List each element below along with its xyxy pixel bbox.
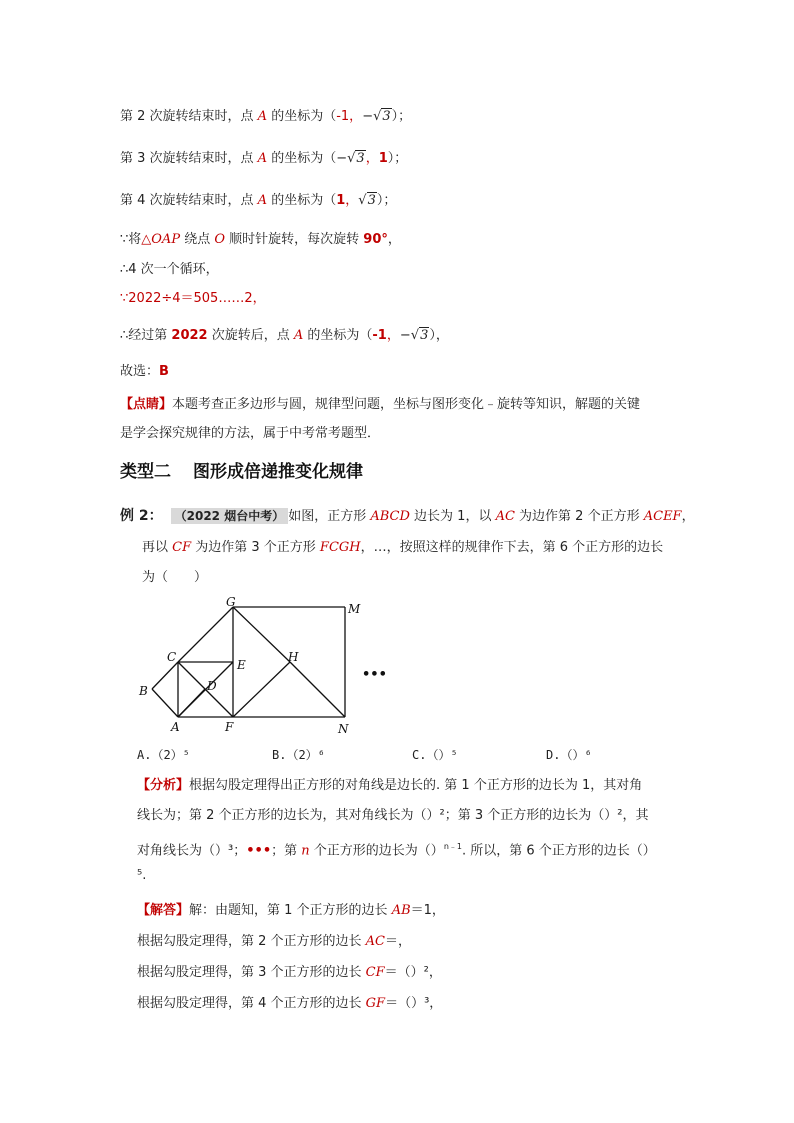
text: 为（ ） [142, 570, 208, 585]
text: 第 4 次旋转结束时，点 [120, 193, 258, 208]
example-line-3 [142, 568, 207, 588]
example-label: 例 2： [120, 508, 163, 524]
text: ＝（）²， [384, 965, 442, 980]
text: 解：由题知，第 1 个正方形的边长 [189, 903, 392, 918]
analysis-line-4 [137, 866, 146, 886]
text: 再以 [142, 540, 173, 555]
radicand: 3 [420, 328, 429, 343]
label-N: N [338, 722, 349, 736]
triangle-var: △OAP [141, 232, 181, 247]
segment-var: CF [365, 965, 385, 980]
shape-var: CF [172, 540, 192, 555]
analysis-line-3 [137, 837, 656, 861]
segment-GC [178, 607, 233, 662]
separator: ， [386, 328, 400, 343]
text: 第 2 次旋转结束时，点 [120, 109, 258, 124]
analysis-line-1 [137, 776, 642, 796]
text: 的坐标为（ [267, 193, 337, 208]
label-H: H [288, 650, 299, 664]
solution-line-1 [137, 901, 445, 921]
shape-var: FCGH [319, 540, 361, 555]
text: 如图，正方形 [288, 509, 371, 524]
text: 边长为 1，以 [409, 509, 496, 524]
text: 的坐标为（ [267, 151, 337, 166]
example-line-1 [120, 506, 695, 527]
coord-x: -1 [372, 328, 387, 343]
text: 次旋转后，点 [207, 328, 294, 343]
text: ＝1， [410, 903, 445, 918]
label-E: E [237, 658, 246, 672]
text: 绕点 [180, 232, 215, 247]
segment-BA [152, 689, 178, 717]
ellipsis-dots: ••• [362, 667, 387, 682]
text: ， [387, 232, 401, 247]
text: 根据勾股定理得出正方形的对角线是边长的. 第 1 个正方形的边长为 1，其对角 [189, 778, 643, 793]
text: ∴4 次一个循环， [120, 262, 219, 277]
text: 根据勾股定理得，第 4 个正方形的边长 [137, 996, 366, 1011]
answer-choice: B [159, 364, 169, 379]
text: ∵将 [120, 232, 142, 247]
analysis-tag: 【分析】 [137, 778, 190, 793]
segment-var: GF [365, 996, 386, 1011]
radicand: 3 [367, 193, 376, 208]
shape-var: ABCD [370, 509, 410, 524]
option-c[interactable]: C.（）⁵ [412, 748, 458, 762]
text: 为边作第 2 个正方形 [514, 509, 644, 524]
radicand: 3 [382, 109, 391, 124]
sqrt-expression: √3 [358, 193, 376, 208]
segment-AD [178, 689, 205, 717]
text: ；第 [271, 843, 302, 859]
label-M: M [348, 602, 361, 616]
text: 本题考查正多边形与圆，规律型问题，坐标与图形变化﹣旋转等知识，解题的关键 [172, 397, 641, 412]
text: ＝（）³， [385, 996, 443, 1011]
segment-GH [233, 607, 290, 662]
angle-value: 90° [363, 232, 388, 247]
label-B: B [139, 684, 148, 698]
text: 是学会探究规律的方法，属于中考常考题型． [120, 426, 381, 441]
text: ， [681, 509, 695, 524]
line-rotation-4 [120, 191, 396, 211]
sqrt-expression: √3 [347, 151, 365, 166]
point-var: A [293, 328, 304, 343]
sqrt-expression: √3 [410, 328, 429, 343]
text: 第 3 次旋转结束时，点 [120, 151, 258, 166]
label-A: A [171, 720, 180, 734]
text: . 所以，第 6 个正方形的边长（） [461, 843, 656, 859]
geometry-figure [0, 595, 794, 745]
text: 的坐标为（ [303, 328, 373, 343]
solution-line-2 [137, 932, 411, 952]
text: ＝， [385, 934, 412, 949]
point-var: A [257, 193, 268, 208]
line-division [120, 289, 266, 309]
label-F: F [225, 720, 234, 734]
text: ）， [429, 328, 449, 343]
shape-var: AC [495, 509, 515, 524]
section-type-label: 类型二 [120, 462, 171, 482]
solution-line-3 [137, 963, 442, 983]
ellipsis-dots: ••• [246, 843, 272, 859]
example-line-2 [142, 538, 663, 558]
text: ∵2022÷4＝505……2， [120, 291, 266, 306]
sqrt-expression: √3 [373, 109, 391, 124]
text: ∴经过第 [120, 328, 172, 343]
text: ，…，按照这样的规律作下去，第 6 个正方形的边长 [360, 540, 664, 555]
segment-HN [290, 662, 345, 717]
text: 根据勾股定理得，第 3 个正方形的边长 [137, 965, 366, 980]
option-a[interactable]: A.（2）⁵ [137, 748, 190, 762]
minus-sign: − [362, 109, 374, 124]
label-D: D [207, 679, 217, 693]
option-d[interactable]: D.（）⁶ [546, 748, 592, 762]
coord-x: -1 [336, 109, 350, 124]
line-because-rotate [120, 230, 401, 250]
separator: ， [349, 109, 363, 124]
text: ⁵. [137, 868, 147, 883]
text: ）； [376, 193, 397, 208]
line-cycle [120, 260, 219, 280]
option-b[interactable]: B.（2）⁶ [272, 748, 325, 762]
line-comment-cont [120, 424, 380, 444]
shape-var: ACEF [643, 509, 682, 524]
line-rotation-3 [120, 149, 407, 169]
solution-tag: 【解答】 [137, 903, 190, 918]
line-after-2022 [120, 326, 449, 346]
minus-sign: − [399, 328, 411, 343]
text: 根据勾股定理得，第 2 个正方形的边长 [137, 934, 366, 949]
text: 顺时针旋转，每次旋转 [225, 232, 364, 247]
separator: ， [365, 151, 379, 166]
point-var: A [257, 151, 268, 166]
separator: ， [345, 193, 359, 208]
section-heading [120, 457, 363, 482]
line-comment [120, 395, 640, 415]
coord-x: 1 [336, 193, 346, 208]
text: ）； [391, 109, 412, 124]
comment-tag: 【点睛】 [120, 397, 173, 412]
text: 故选： [120, 364, 160, 379]
analysis-line-2 [137, 806, 649, 826]
segment-var: AC [365, 934, 386, 949]
label-C: C [167, 650, 177, 664]
text: 个正方形的边长为（） [309, 843, 444, 859]
point-var: A [257, 109, 268, 124]
segment-var: AB [391, 903, 411, 918]
line-answer [120, 362, 169, 382]
source-tag: （2022 烟台中考） [171, 508, 289, 524]
count-value: 2022 [171, 328, 208, 343]
minus-sign: − [336, 151, 348, 166]
label-G: G [226, 595, 236, 609]
n-var: n [301, 843, 310, 859]
text: 对角线长为（）³； [137, 843, 247, 859]
line-rotation-2 [120, 107, 411, 127]
text: ）； [387, 151, 408, 166]
text: 的坐标为（ [267, 109, 337, 124]
segment-CB [152, 662, 178, 689]
coord-y: 1 [378, 151, 388, 166]
radicand: 3 [356, 151, 365, 166]
text: 线长为；第 2 个正方形的边长为，其对角线长为（）²；第 3 个正方形的边长为（）²，其 [137, 808, 649, 823]
solution-line-4 [137, 994, 442, 1014]
section-title: 图形成倍递推变化规律 [193, 462, 363, 482]
point-var: O [214, 232, 226, 247]
exponent: n﹣1 [443, 842, 462, 851]
text: 为边作第 3 个正方形 [191, 540, 320, 555]
